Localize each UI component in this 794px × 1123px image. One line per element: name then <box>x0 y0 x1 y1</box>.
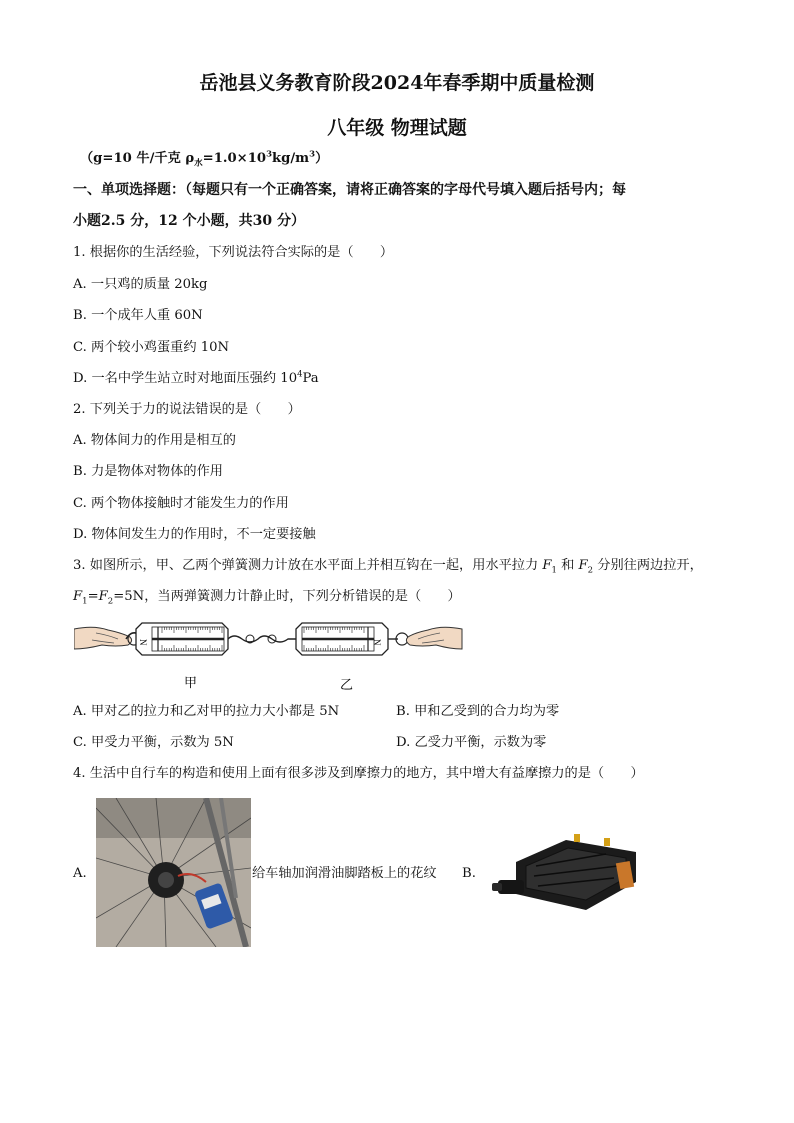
constants-line: （g=10 牛/千克 $\rho_水=1.0\times 10^3kg/m^3$） <box>80 149 329 169</box>
q4-option-a-label: A. <box>73 866 87 881</box>
q2-option-b: B. 力是物体对物体的作用 <box>73 464 223 479</box>
question-3-stem-cont: $F_1=F_2=5N$，当两弹簧测力计静止时，下列分析错误的是（ ） <box>73 589 461 607</box>
q4-option-b-label: B. <box>462 866 476 881</box>
scale-jia <box>136 623 228 655</box>
question-4-stem: 4. 生活中自行车的构造和使用上面有很多涉及到摩擦力的地方，其中增大有益摩擦力的是（ ） <box>73 766 644 781</box>
q4-option-a-text: 给车轴加润滑油脚踏板上的花纹 <box>252 866 437 881</box>
spring-scales-figure <box>74 615 464 695</box>
q1-option-a: A. 一只鸡的质量 20kg <box>73 277 208 292</box>
left-hand-icon <box>74 627 132 649</box>
section-heading-cont: 小题2.5 分，12 个小题，共30 分） <box>73 213 305 229</box>
exam-title: 岳池县义务教育阶段2024年春季期中质量检测 <box>199 72 595 94</box>
q3-option-c: C. 甲受力平衡，示数为 5N <box>73 735 234 750</box>
scale-jia-unit: N <box>138 639 148 646</box>
q1-option-c: C. 两个较小鸡蛋重约 10N <box>73 340 230 355</box>
q1-option-d: D. 一名中学生站立时对地面压强约 $10^4Pa$ <box>73 369 319 386</box>
right-hand-icon <box>406 627 462 649</box>
question-3-stem: 3. 如图所示，甲、乙两个弹簧测力计放在水平面上并相互钩在一起，用水平拉力 $F_1$ 和 $F_2$ 分别往两边拉开， <box>73 558 703 576</box>
exam-subtitle: 八年级 物理试题 <box>327 117 467 139</box>
label-yi: 乙 <box>340 678 354 693</box>
section-heading: 一、单项选择题：（每题只有一个正确答案，请将正确答案的字母代号填入题后括号内；每 <box>73 182 626 198</box>
label-jia: 甲 <box>184 676 198 691</box>
bicycle-axle-photo <box>96 798 251 947</box>
q2-option-c: C. 两个物体接触时才能发生力的作用 <box>73 496 289 511</box>
connecting-hooks <box>228 636 296 642</box>
question-2-stem: 2. 下列关于力的说法错误的是（ ） <box>73 402 301 417</box>
q1-option-b: B. 一个成年人重 60N <box>73 308 203 323</box>
pedal-photo <box>486 822 646 920</box>
scale-yi-unit: N <box>372 639 382 646</box>
question-1-stem: 1. 根据你的生活经验，下列说法符合实际的是（ ） <box>73 245 394 260</box>
q3-option-d: D. 乙受力平衡，示数为零 <box>396 735 547 750</box>
q2-option-a: A. 物体间力的作用是相互的 <box>73 433 236 448</box>
q3-option-a: A. 甲对乙的拉力和乙对甲的拉力大小都是 5N <box>73 704 340 719</box>
q3-option-b: B. 甲和乙受到的合力均为零 <box>396 704 560 719</box>
q2-option-d: D. 物体间发生力的作用时，不一定要接触 <box>73 527 316 542</box>
